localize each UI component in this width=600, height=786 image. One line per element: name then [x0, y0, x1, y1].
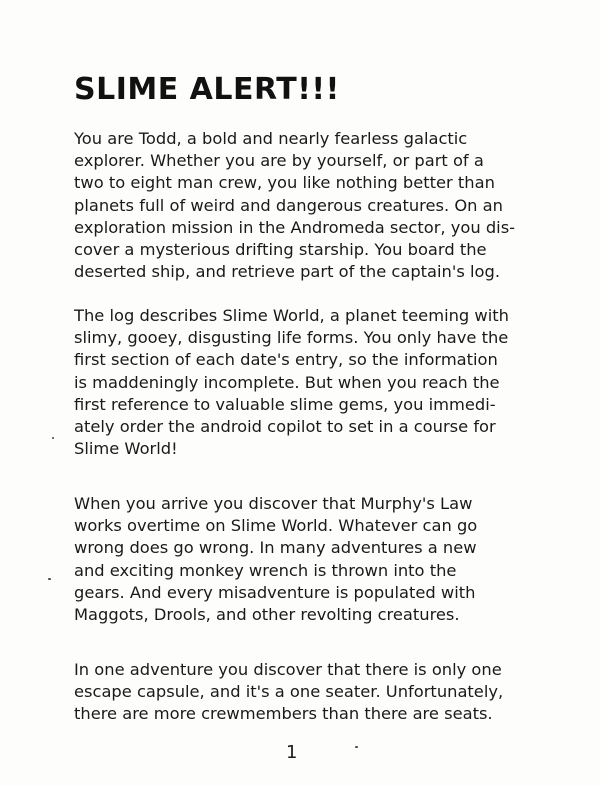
text-line: there are more crewmembers than there are seats.: [74, 704, 493, 724]
text-line: When you arrive you discover that Murphy's Law: [74, 494, 473, 513]
scan-speck: [52, 437, 54, 439]
text-line: works overtime on Slime World. Whatever can go: [74, 516, 478, 536]
text-line: gears. And every misadventure is populated with: [74, 582, 476, 602]
paragraph-captains-log: [74, 305, 544, 460]
text-line: wrong does go wrong. In many adventures a new: [74, 538, 477, 558]
text-line: and exciting monkey wrench is thrown into the: [74, 560, 457, 580]
paragraph-intro: [74, 128, 544, 283]
text-line: The log describes Slime World, a planet teeming with: [74, 306, 509, 325]
text-line: cover a mysterious drifting starship. You board the: [74, 240, 487, 260]
text-line: slimy, gooey, disgusting life forms. You only have the: [74, 328, 509, 348]
page-number: 1: [286, 742, 298, 763]
scan-speck: [48, 578, 51, 580]
text-line: Slime World!: [74, 439, 178, 459]
text-line: ately order the android copilot to set in a course for: [74, 417, 496, 437]
text-line: is maddeningly incomplete. But when you reach the: [74, 372, 500, 392]
text-line: exploration mission in the Andromeda sector, you dis-: [74, 217, 516, 237]
text-line: planets full of weird and dangerous creatures. On an: [74, 195, 503, 215]
text-line: In one adventure you discover that there is only one: [74, 660, 502, 679]
paragraph-murphys-law: [74, 493, 544, 626]
text-line: Maggots, Drools, and other revolting creatures.: [74, 605, 460, 625]
text-line: You are Todd, a bold and nearly fearless galactic: [74, 129, 468, 148]
text-line: escape capsule, and it's a one seater. Unfortunately,: [74, 682, 504, 702]
paragraph-escape-capsule: [74, 659, 544, 726]
text-line: first section of each date's entry, so the information: [74, 350, 498, 370]
text-line: deserted ship, and retrieve part of the captain's log.: [74, 262, 500, 282]
text-line: first reference to valuable slime gems, you immedi-: [74, 394, 496, 414]
text-line: explorer. Whether you are by yourself, or part of a: [74, 151, 484, 171]
scan-speck: [355, 746, 358, 748]
page-title: SLIME ALERT!!!: [74, 72, 340, 107]
text-line: two to eight man crew, you like nothing better than: [74, 173, 495, 193]
